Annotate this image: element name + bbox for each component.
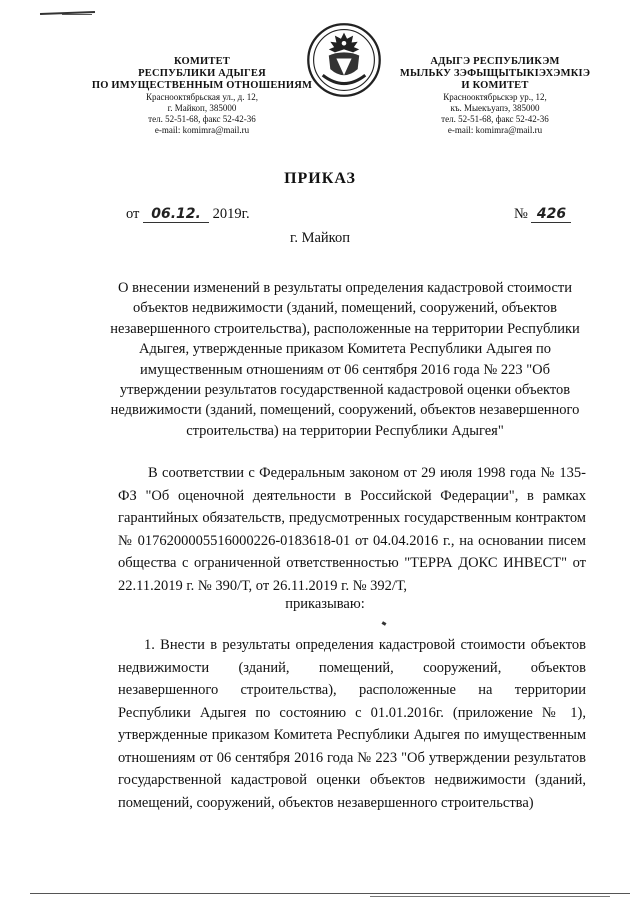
header-right xyxy=(380,56,610,136)
coat-of-arms-icon xyxy=(306,22,382,98)
org-name-line: РЕСПУБЛИКИ АДЫГЕЯ xyxy=(138,68,266,79)
preamble-paragraph: В соответствии с Федеральным законом от 29 июля 1998 года № 135-ФЗ "Об оценочной деятельности в Российской Федерации", в рамках гарантийных обязательств, предусмотренных государственным контрактом № 0176200005516000226-0183618-01 от 04.04.2016 г., на основании писем общества с ограниченной ответственностью "ТЕРРА ДОКС ИНВЕСТ" от 22.11.2019 г. № 390/Т, от 26.11.2019 г. № 392/Т, xyxy=(118,465,586,594)
phone-line: тел. 52-51-68, факс 52-42-36 xyxy=(441,114,549,124)
scan-artifact xyxy=(382,621,387,626)
document-title: ПРИКАЗ xyxy=(284,170,356,187)
email-line: e-mail: komimra@mail.ru xyxy=(154,125,250,135)
org-name-line: И КОМИТЕТ xyxy=(461,80,529,91)
number-prefix: № xyxy=(514,206,528,222)
scan-artifact xyxy=(62,14,92,15)
email-line: e-mail: komimra@mail.ru xyxy=(447,125,543,135)
address-line: Краснооктябрьскэр ур., 12, xyxy=(443,92,547,102)
org-name-line: МЫЛЬКУ ЗЭФЫЩЫТЫКІЭХЭМКІЭ xyxy=(399,68,591,79)
clause-paragraph: 1. Внести в результаты определения кадастровой стоимости объектов недвижимости (зданий, помещений, сооружений, объектов незавершенного строительства), расположенные на территории Республики Адыгея по состоянию с 01.01.2016г. (приложение № 1), утвержденные приказом Комитета Республики Адыгея по имущественным отношениям от 06 сентября 2016 года № 223 "Об утверждении результатов государственной кадастровой оценки объектов недвижимости (зданий, помещений, сооружений, объектов незавершенного строительства) xyxy=(118,637,586,811)
handwritten-date: 06.12. xyxy=(143,206,209,223)
address-line: г. Майкоп, 385000 xyxy=(167,103,237,113)
handwritten-number: 426 xyxy=(531,206,571,223)
date-year: 2019г. xyxy=(212,206,250,222)
order-word: приказываю: xyxy=(285,596,365,612)
header-left xyxy=(88,56,316,136)
org-name-line: ПО ИМУЩЕСТВЕННЫМ ОТНОШЕНИЯМ xyxy=(91,80,313,91)
org-name-line: КОМИТЕТ xyxy=(173,56,230,67)
document-date xyxy=(126,206,250,223)
document-city: г. Майкоп xyxy=(290,230,350,246)
scan-edge-line xyxy=(30,893,630,894)
address-line: къ. Мыекъуапэ, 385000 xyxy=(450,103,540,113)
document-subject: О внесении изменений в результаты определения кадастровой стоимости объектов недвижимости (зданий, помещений, сооружений, объектов незавершенного строительства), расположенные на территории Республики Адыгея, утвержденные приказом Комитета Республики Адыгея по имущественным отношениям от 06 сентября 2016 года № 223 "Об утверждении результатов государственной кадастровой оценки объектов недвижимости (зданий, помещений, сооружений, объектов незавершенного строительства) на территории Республики Адыгея" xyxy=(110,280,580,439)
scan-edge-line xyxy=(370,896,610,897)
phone-line: тел. 52-51-68, факс 52-42-36 xyxy=(148,114,256,124)
date-prefix: от xyxy=(126,206,140,222)
address-line: Краснооктябрьская ул., д. 12, xyxy=(146,92,258,102)
org-name-line: АДЫГЭ РЕСПУБЛИКЭМ xyxy=(430,56,560,67)
document-number xyxy=(514,206,571,223)
